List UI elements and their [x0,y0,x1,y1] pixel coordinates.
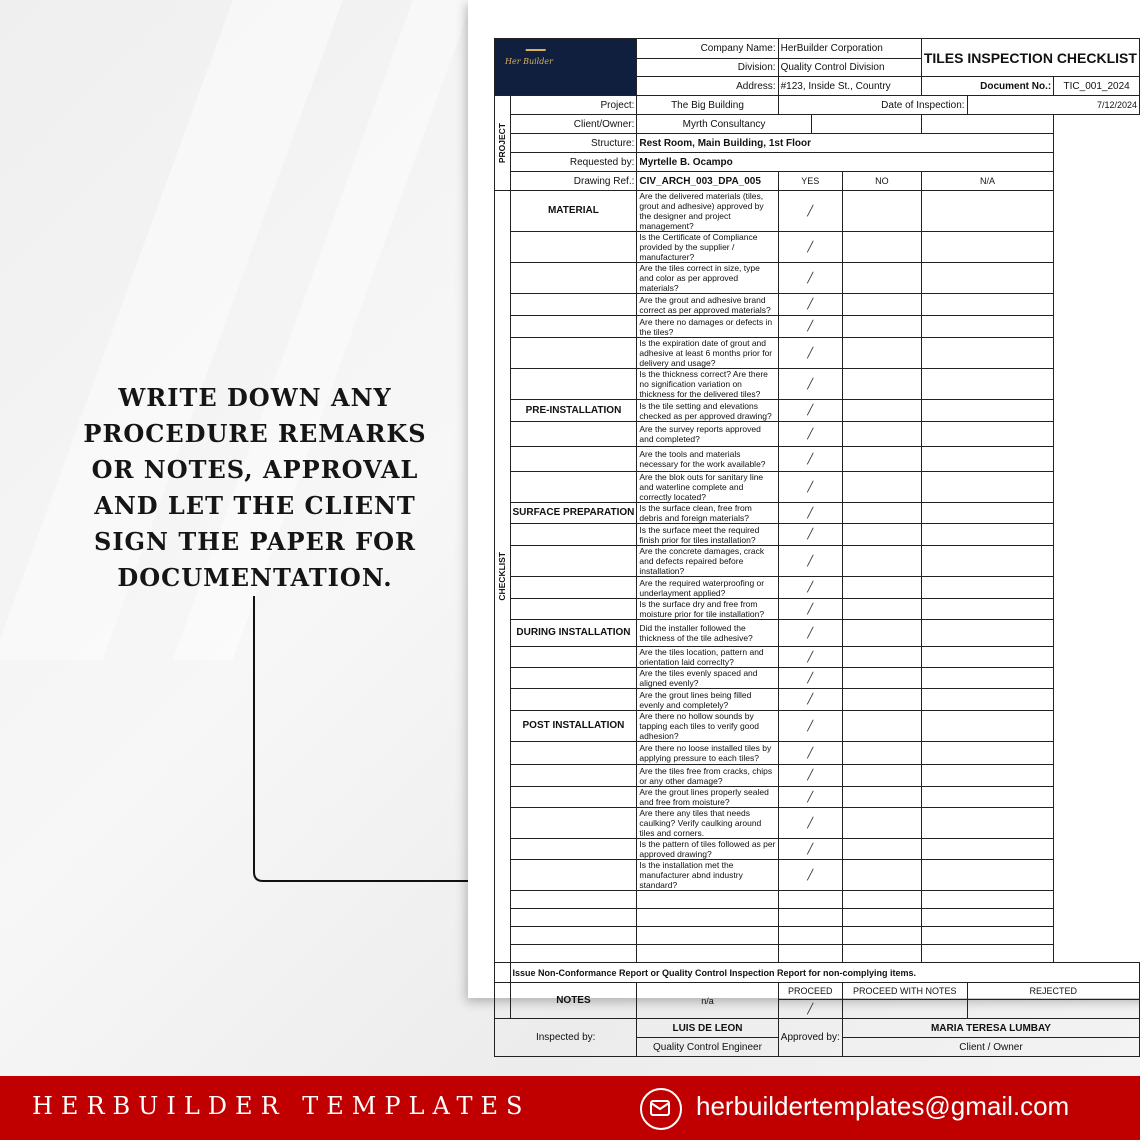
checklist-category [510,447,637,472]
checklist-na-cell[interactable] [921,891,1053,909]
proceed-checkmark[interactable]: ╱ [778,1000,842,1019]
checklist-na-cell[interactable] [921,422,1053,447]
checklist-yes-cell[interactable]: ╱ [778,860,842,891]
checklist-question: Are the required waterproofing or underlayment applied? [637,577,778,599]
approver-name: MARIA TERESA LUMBAY [842,1019,1139,1038]
rejected-label: REJECTED [967,983,1139,1000]
checklist-row [495,232,1140,263]
checklist-question: Are there no loose installed tiles by applying pressure to each tiles? [637,742,778,765]
checklist-row [495,927,1140,945]
inspection-date-label: Date of Inspection: [778,96,967,115]
checklist-question: Did the installer followed the thickness of the tile adhesive? [637,620,778,647]
notes-label: NOTES [510,983,637,1019]
checklist-row [495,546,1140,577]
checklist-na-cell[interactable] [921,839,1053,860]
checklist-no-cell[interactable] [842,577,921,599]
checklist-yes-cell[interactable] [778,945,842,963]
callout-text: WRITE DOWN ANY PROCEDURE REMARKS OR NOTES, APPROVAL AND LET THE CLIENT SIGN THE PAPER FOR DOCUMENTATION. [83,383,427,592]
document-title: TILES INSPECTION CHECKLIST [921,39,1139,77]
checklist-yes-cell[interactable]: ╱ [778,808,842,839]
checklist-yes-cell[interactable] [778,909,842,927]
checklist-row [495,577,1140,599]
checklist-yes-cell[interactable]: ╱ [778,338,842,369]
checklist-category [510,647,637,668]
checklist-na-cell[interactable] [921,263,1053,294]
checklist-row [495,316,1140,338]
checklist-category [510,689,637,711]
proceed-label: PROCEED [778,983,842,1000]
checklist-na-cell[interactable] [921,668,1053,689]
checklist-yes-cell[interactable] [778,891,842,909]
checklist-yes-cell[interactable]: ╱ [778,191,842,232]
checklist-category [510,839,637,860]
document-no-label: Document No.: [921,77,1053,96]
checklist-row [495,338,1140,369]
checklist-category: POST INSTALLATION [510,711,637,742]
inspector-name: LUIS DE LEON [637,1019,778,1038]
checklist-na-cell[interactable] [921,860,1053,891]
checklist-question: Is the pattern of tiles followed as per approved drawing? [637,839,778,860]
checklist-yes-cell[interactable]: ╱ [778,711,842,742]
checklist-table [494,38,1140,1057]
checklist-category [510,860,637,891]
checklist-yes-cell[interactable]: ╱ [778,668,842,689]
checklist-category [510,668,637,689]
checklist-no-cell[interactable] [842,400,921,422]
checklist-row [495,891,1140,909]
mail-icon [640,1088,682,1130]
checklist-row [495,668,1140,689]
address: #123, Inside St., Country [778,77,921,96]
checklist-question [637,909,778,927]
checklist-row [495,647,1140,668]
checklist-question: Are the tiles free from cracks, chips or any other damage? [637,765,778,787]
checklist-question: Are there no hollow sounds by tapping each tiles to verify good adhesion? [637,711,778,742]
company-logo [495,39,637,96]
checklist-no-cell[interactable] [842,668,921,689]
checklist-row [495,909,1140,927]
checklist-na-cell[interactable] [921,294,1053,316]
client-value: Myrth Consultancy [637,115,811,134]
checklist-na-cell[interactable] [921,400,1053,422]
checklist-section-label: CHECKLIST [497,552,507,601]
checklist-question: Are the survey reports approved and completed? [637,422,778,447]
checklist-no-cell[interactable] [842,808,921,839]
division: Quality Control Division [778,59,921,77]
checklist-category [510,577,637,599]
checklist-no-cell[interactable] [842,447,921,472]
checklist-no-cell[interactable] [842,909,921,927]
checklist-category [510,422,637,447]
checklist-row [495,689,1140,711]
checklist-no-cell[interactable] [842,689,921,711]
checklist-category [510,338,637,369]
checklist-category [510,742,637,765]
checklist-category [510,927,637,945]
structure-label: Structure: [510,134,637,153]
checklist-category [510,232,637,263]
checklist-yes-cell[interactable]: ╱ [778,647,842,668]
checklist-category [510,787,637,808]
checklist-row [495,422,1140,447]
checklist-yes-cell[interactable]: ╱ [778,599,842,620]
checklist-no-cell[interactable] [842,191,921,232]
issue-note: Issue Non-Conformance Report or Quality Control Inspection Report for non-complying items. [510,963,1140,983]
checklist-na-cell[interactable] [921,689,1053,711]
checklist-na-cell[interactable] [921,742,1053,765]
client-label: Client/Owner: [510,115,637,134]
checklist-no-cell[interactable] [842,647,921,668]
checklist-row [495,765,1140,787]
checklist-yes-cell[interactable]: ╱ [778,620,842,647]
checklist-question: Are the tiles location, pattern and orientation laid correclty? [637,647,778,668]
checklist-category [510,945,637,963]
checklist-no-cell[interactable] [842,839,921,860]
checklist-category [510,599,637,620]
checklist-no-cell[interactable] [842,294,921,316]
checklist-row [495,524,1140,546]
checklist-no-cell[interactable] [842,369,921,400]
checklist-na-cell[interactable] [921,620,1053,647]
checklist-no-cell[interactable] [842,860,921,891]
checklist-na-cell[interactable] [921,787,1053,808]
checklist-category [510,546,637,577]
checklist-question: Is the installation met the manufacturer abnd industry standard? [637,860,778,891]
column-yes: YES [778,172,842,191]
requested-by-label: Requested by: [510,153,637,172]
checklist-row [495,447,1140,472]
proceed-with-notes-label: PROCEED WITH NOTES [842,983,967,1000]
checklist-na-cell[interactable] [921,472,1053,503]
checklist-no-cell[interactable] [842,945,921,963]
checklist-category [510,472,637,503]
checklist-row [495,839,1140,860]
checklist-na-cell[interactable] [921,191,1053,232]
notes-value: n/a [637,983,778,1019]
footer-email[interactable]: herbuildertemplates@gmail.com [696,1091,1070,1121]
checklist-row [495,599,1140,620]
drawing-ref-value: CIV_ARCH_003_DPA_005 [637,172,778,191]
checklist-na-cell[interactable] [921,369,1053,400]
checklist-row [495,294,1140,316]
inspection-date: 7/12/2024 [967,96,1139,115]
checklist-question: Are the delivered materials (tiles, grout and adhesive) approved by the designer and project management? [637,191,778,232]
checklist-no-cell[interactable] [842,620,921,647]
checklist-no-cell[interactable] [842,422,921,447]
inspector-title: Quality Control Engineer [637,1038,778,1057]
address-label: Address: [637,77,778,96]
checklist-yes-cell[interactable]: ╱ [778,503,842,524]
checklist-category: DURING INSTALLATION [510,620,637,647]
checklist-category [510,909,637,927]
checklist-no-cell[interactable] [842,232,921,263]
checklist-question: Are the grout lines properly sealed and free from moisture? [637,787,778,808]
checklist-row [495,472,1140,503]
checklist-yes-cell[interactable]: ╱ [778,400,842,422]
checklist-no-cell[interactable] [842,472,921,503]
checklist-yes-cell[interactable]: ╱ [778,472,842,503]
checklist-na-cell[interactable] [921,338,1053,369]
checklist-na-cell[interactable] [921,927,1053,945]
checklist-row [495,945,1140,963]
checklist-na-cell[interactable] [921,647,1053,668]
checklist-question: Are the concrete damages, crack and defects repaired before installation? [637,546,778,577]
checklist-row [495,191,1140,232]
checklist-yes-cell[interactable]: ╱ [778,316,842,338]
checklist-category: SURFACE PREPARATION [510,503,637,524]
document-no: TIC_001_2024 [1054,77,1140,96]
checklist-question: Are there no damages or defects in the tiles? [637,316,778,338]
checklist-yes-cell[interactable]: ╱ [778,689,842,711]
checklist-section-cell [495,191,511,963]
checklist-category [510,316,637,338]
checklist-no-cell[interactable] [842,742,921,765]
checklist-na-cell[interactable] [921,945,1053,963]
approver-title: Client / Owner [842,1038,1139,1057]
checklist-yes-cell[interactable]: ╱ [778,422,842,447]
checklist-row [495,742,1140,765]
checklist-row [495,860,1140,891]
checklist-question: Is the surface meet the required finish prior for tiles installation? [637,524,778,546]
checklist-question [637,945,778,963]
checklist-question: Is the Certificate of Compliance provided by the supplier / manufacturer? [637,232,778,263]
checklist-no-cell[interactable] [842,316,921,338]
checklist-question: Are the grout lines being filled evenly and completely? [637,689,778,711]
checklist-question: Is the surface dry and free from moisture prior for tile installation? [637,599,778,620]
checklist-question: Is the expiration date of grout and adhesive at least 6 months prior for delivery and usage? [637,338,778,369]
project-value: The Big Building [637,96,778,115]
checklist-row [495,711,1140,742]
project-section-label: PROJECT [497,122,507,164]
checklist-no-cell[interactable] [842,927,921,945]
checklist-na-cell[interactable] [921,577,1053,599]
checklist-yes-cell[interactable]: ╱ [778,765,842,787]
checklist-question: Is the thickness correct? Are there no signification variation on thickness for the delivered tiles? [637,369,778,400]
checklist-yes-cell[interactable]: ╱ [778,294,842,316]
checklist-yes-cell[interactable]: ╱ [778,447,842,472]
company-name: HerBuilder Corporation [778,39,921,59]
checklist-question: Are the grout and adhesive brand correct as per approved materials? [637,294,778,316]
checklist-no-cell[interactable] [842,787,921,808]
checklist-na-cell[interactable] [921,909,1053,927]
checklist-row [495,400,1140,422]
checklist-row [495,369,1140,400]
checklist-category [510,524,637,546]
checklist-no-cell[interactable] [842,263,921,294]
project-label: Project: [510,96,637,115]
checklist-category [510,891,637,909]
checklist-category [510,263,637,294]
checklist-yes-cell[interactable]: ╱ [778,839,842,860]
checklist-yes-cell[interactable]: ╱ [778,742,842,765]
checklist-no-cell[interactable] [842,765,921,787]
checklist-no-cell[interactable] [842,524,921,546]
checklist-row [495,620,1140,647]
structure-value: Rest Room, Main Building, 1st Floor [637,134,1054,153]
checklist-na-cell[interactable] [921,765,1053,787]
column-no: NO [842,172,921,191]
checklist-yes-cell[interactable]: ╱ [778,524,842,546]
checklist-question: Are there any tiles that needs caulking? Verify caulking around tiles and corners. [637,808,778,839]
checklist-question [637,891,778,909]
checklist-no-cell[interactable] [842,338,921,369]
checklist-no-cell[interactable] [842,546,921,577]
checklist-yes-cell[interactable]: ╱ [778,369,842,400]
checklist-na-cell[interactable] [921,447,1053,472]
checklist-question: Is the surface clean, free from debris and foreign materials? [637,503,778,524]
checklist-yes-cell[interactable]: ╱ [778,232,842,263]
requested-by-value: Myrtelle B. Ocampo [637,153,1054,172]
drawing-ref-label: Drawing Ref.: [510,172,637,191]
checklist-no-cell[interactable] [842,503,921,524]
checklist-row [495,808,1140,839]
checklist-category [510,369,637,400]
checklist-yes-cell[interactable]: ╱ [778,787,842,808]
checklist-question: Are the tiles evenly spaced and aligned evenly? [637,668,778,689]
checklist-question: Is the tile setting and elevations checked as per approved drawing? [637,400,778,422]
checklist-na-cell[interactable] [921,232,1053,263]
checklist-no-cell[interactable] [842,599,921,620]
proceed-with-notes-box[interactable] [842,1000,967,1019]
checklist-question: Are the tools and materials necessary for the work available? [637,447,778,472]
checklist-row [495,263,1140,294]
checklist-category [510,765,637,787]
checklist-na-cell[interactable] [921,546,1053,577]
checklist-row [495,503,1140,524]
logo-text: Her Builder [505,57,553,66]
checklist-na-cell[interactable] [921,316,1053,338]
checklist-yes-cell[interactable]: ╱ [778,546,842,577]
checklist-no-cell[interactable] [842,711,921,742]
checklist-yes-cell[interactable] [778,927,842,945]
checklist-no-cell[interactable] [842,891,921,909]
checklist-na-cell[interactable] [921,599,1053,620]
checklist-yes-cell[interactable]: ╱ [778,577,842,599]
approved-by-label: Approved by: [778,1019,842,1057]
company-name-label: Company Name: [637,39,778,59]
checklist-yes-cell[interactable]: ╱ [778,263,842,294]
division-label: Division: [637,59,778,77]
checklist-question: Are the blok outs for sanitary line and waterline complete and correctly located? [637,472,778,503]
checklist-category: PRE-INSTALLATION [510,400,637,422]
checklist-na-cell[interactable] [921,711,1053,742]
rejected-box[interactable] [967,1000,1139,1019]
checklist-na-cell[interactable] [921,808,1053,839]
column-na: N/A [921,172,1053,191]
checklist-question [637,927,778,945]
inspected-by-label: Inspected by: [495,1019,637,1057]
footer-brand: HERBUILDER TEMPLATES [32,1092,531,1120]
checklist-category [510,808,637,839]
checklist-na-cell[interactable] [921,524,1053,546]
checklist-question: Are the tiles correct in size, type and color as per approved materials? [637,263,778,294]
checklist-category [510,294,637,316]
checklist-row [495,787,1140,808]
callout-connector [0,0,500,1000]
checklist-category: MATERIAL [510,191,637,232]
checklist-na-cell[interactable] [921,503,1053,524]
